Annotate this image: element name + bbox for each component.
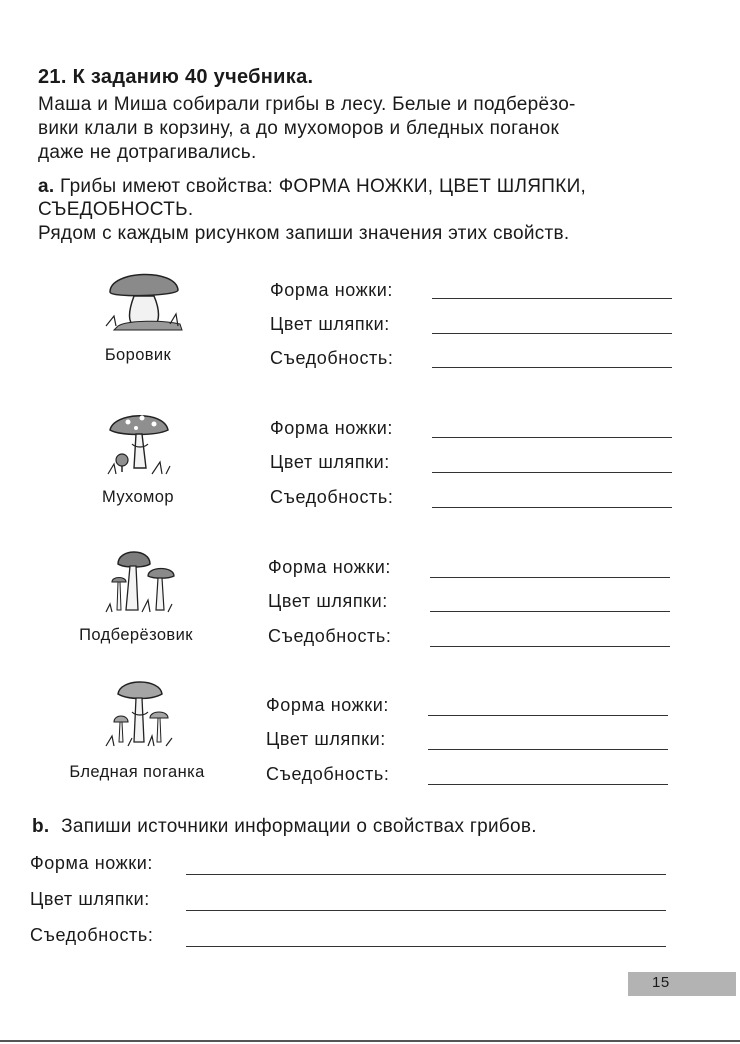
field-label-edible-4: Съедобность:: [266, 764, 390, 784]
page-number-bar: [628, 972, 736, 996]
intro-line-3: даже не дотрагивались.: [38, 142, 257, 163]
field-label-edible-3: Съедобность:: [268, 626, 392, 646]
field-label-stem-2: Форма ножки:: [270, 418, 394, 438]
answer-line-stem-2[interactable]: [432, 437, 672, 438]
mushroom-label-1: Боровик: [104, 346, 172, 364]
answer-line-edible-4[interactable]: [428, 784, 668, 785]
fly-agaric-mushroom-icon: [106, 408, 172, 478]
answer-line-edible-2[interactable]: [432, 507, 672, 508]
boletus-mushroom-icon: [104, 264, 186, 334]
field-label-stem-3: Форма ножки:: [268, 557, 392, 577]
answer-line-cap-3[interactable]: [430, 611, 670, 612]
answer-line-cap-1[interactable]: [432, 333, 672, 334]
field-label-edible-1: Съедобность:: [270, 348, 394, 368]
intro-line-2: вики клали в корзину, а до мухоморов и бледных поганок: [38, 118, 560, 139]
page-number: 15: [652, 974, 670, 991]
birch-bolete-mushroom-icon: [104, 546, 176, 616]
b-answer-line-stem[interactable]: [186, 874, 666, 875]
answer-line-stem-4[interactable]: [428, 715, 668, 716]
task-number: 21.: [38, 66, 67, 88]
b-field-label-cap: Цвет шляпки:: [30, 889, 150, 909]
field-label-stem-1: Форма ножки:: [270, 280, 394, 300]
mushroom-label-2: Мухомор: [102, 488, 174, 506]
death-cap-mushroom-icon: [104, 678, 176, 750]
field-label-cap-1: Цвет шляпки:: [270, 314, 390, 334]
task-heading: [38, 66, 313, 89]
part-a-line-3: Рядом с каждым рисунком запиши значения этих свойств.: [38, 223, 570, 244]
b-field-label-stem: Форма ножки:: [30, 853, 154, 873]
b-answer-line-edible[interactable]: [186, 946, 666, 947]
answer-line-cap-2[interactable]: [432, 472, 672, 473]
field-label-cap-2: Цвет шляпки:: [270, 452, 390, 472]
field-label-cap-4: Цвет шляпки:: [266, 729, 386, 749]
task-title: К заданию 40 учебника.: [72, 66, 314, 88]
mushroom-label-4: Бледная поганка: [69, 763, 205, 781]
answer-line-edible-3[interactable]: [430, 646, 670, 647]
intro-line-1: Маша и Миша собирали грибы в лесу. Белые и подберёзо-: [38, 94, 576, 115]
answer-line-cap-4[interactable]: [428, 749, 668, 750]
part-a-line-2: СЪЕДОБНОСТЬ.: [38, 199, 194, 220]
part-b-letter: b.: [32, 816, 50, 837]
b-answer-line-cap[interactable]: [186, 910, 666, 911]
part-a-line-1: [38, 176, 586, 198]
field-label-cap-3: Цвет шляпки:: [268, 591, 388, 611]
page-bottom-rule: [0, 1040, 740, 1042]
mushroom-label-3: Подберёзовик: [79, 626, 193, 644]
part-a-text-1: Грибы имеют свойства: ФОРМА НОЖКИ, ЦВЕТ ШЛЯПКИ,: [60, 176, 587, 197]
field-label-edible-2: Съедобность:: [270, 487, 394, 507]
b-field-label-edible: Съедобность:: [30, 925, 154, 945]
answer-line-stem-3[interactable]: [430, 577, 670, 578]
part-a-letter: a.: [38, 176, 55, 197]
part-b-line: [32, 816, 537, 838]
answer-line-edible-1[interactable]: [432, 367, 672, 368]
answer-line-stem-1[interactable]: [432, 298, 672, 299]
field-label-stem-4: Форма ножки:: [266, 695, 390, 715]
part-b-instruction: Запиши источники информации о свойствах грибов.: [61, 816, 537, 837]
